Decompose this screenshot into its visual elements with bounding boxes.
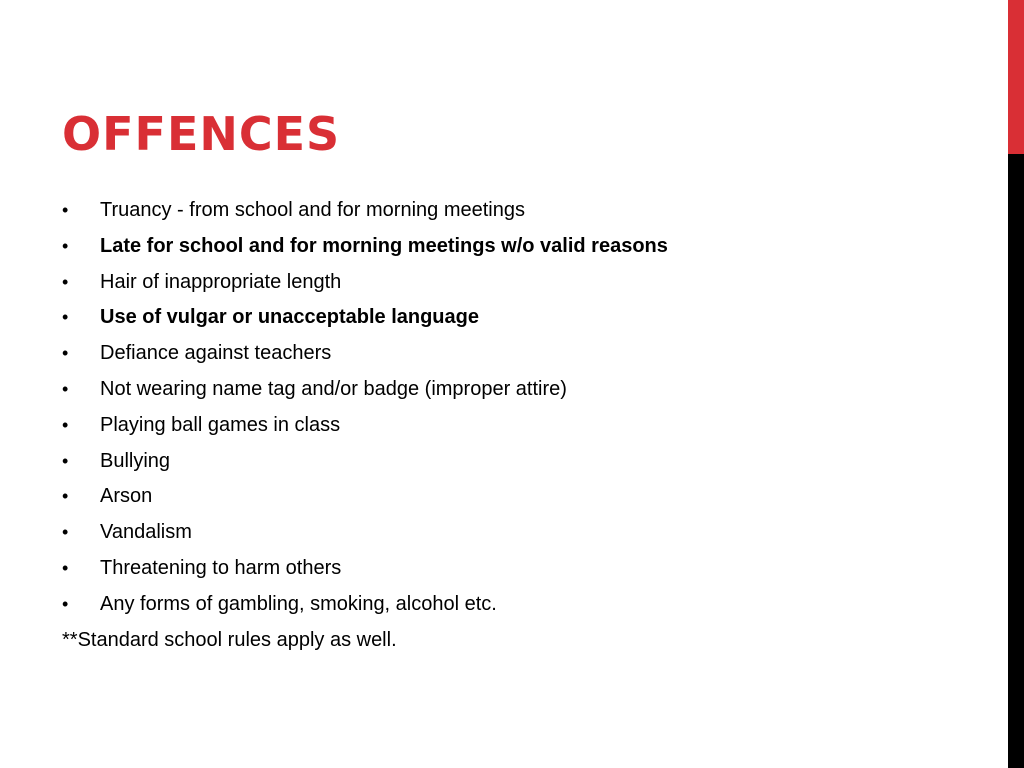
bullet-icon: •	[62, 557, 69, 578]
bullet-icon: •	[62, 200, 69, 220]
list-item	[62, 479, 668, 515]
list-item	[62, 551, 668, 587]
bullet-icon: •	[62, 235, 69, 256]
list-item	[62, 336, 668, 372]
footnote: **Standard school rules apply as well.	[62, 629, 397, 651]
list-item	[62, 300, 668, 336]
list-item-text: Late for school and for morning meetings w/o valid reasons	[100, 234, 668, 257]
bullet-icon: •	[62, 414, 69, 435]
bullet-icon: •	[62, 486, 69, 507]
side-accent-bar-black	[1008, 154, 1024, 768]
offences-list	[62, 193, 668, 623]
bullet-icon: •	[62, 522, 69, 543]
list-item	[62, 193, 668, 229]
bullet-icon: •	[62, 593, 69, 614]
list-item-text: Not wearing name tag and/or badge (improper attire)	[100, 377, 567, 400]
list-item-text: Truancy - from school and for morning meetings	[100, 199, 525, 221]
slide-title: OFFENCES	[62, 107, 341, 161]
bullet-icon: •	[62, 271, 69, 292]
side-accent-bar-red	[1008, 0, 1024, 154]
list-item-text: Use of vulgar or unacceptable language	[100, 306, 479, 329]
list-item	[62, 587, 668, 623]
bullet-icon: •	[62, 307, 69, 328]
list-item-text: Hair of inappropriate length	[100, 270, 342, 293]
bullet-icon: •	[62, 378, 69, 399]
list-item-text: Bullying	[100, 449, 171, 472]
list-item-text: Playing ball games in class	[100, 413, 341, 436]
list-item-text: Vandalism	[100, 521, 192, 544]
list-item	[62, 444, 668, 480]
list-item	[62, 229, 668, 265]
bullet-icon: •	[62, 343, 69, 364]
list-item	[62, 372, 668, 408]
list-item-text: Threatening to harm others	[100, 556, 342, 579]
list-item-text: Defiance against teachers	[100, 342, 332, 365]
list-item-text: Any forms of gambling, smoking, alcohol etc.	[100, 592, 497, 615]
list-item	[62, 408, 668, 444]
list-item-text: Arson	[100, 485, 153, 508]
list-item	[62, 265, 668, 301]
bullet-icon: •	[62, 450, 69, 471]
list-item	[62, 515, 668, 551]
